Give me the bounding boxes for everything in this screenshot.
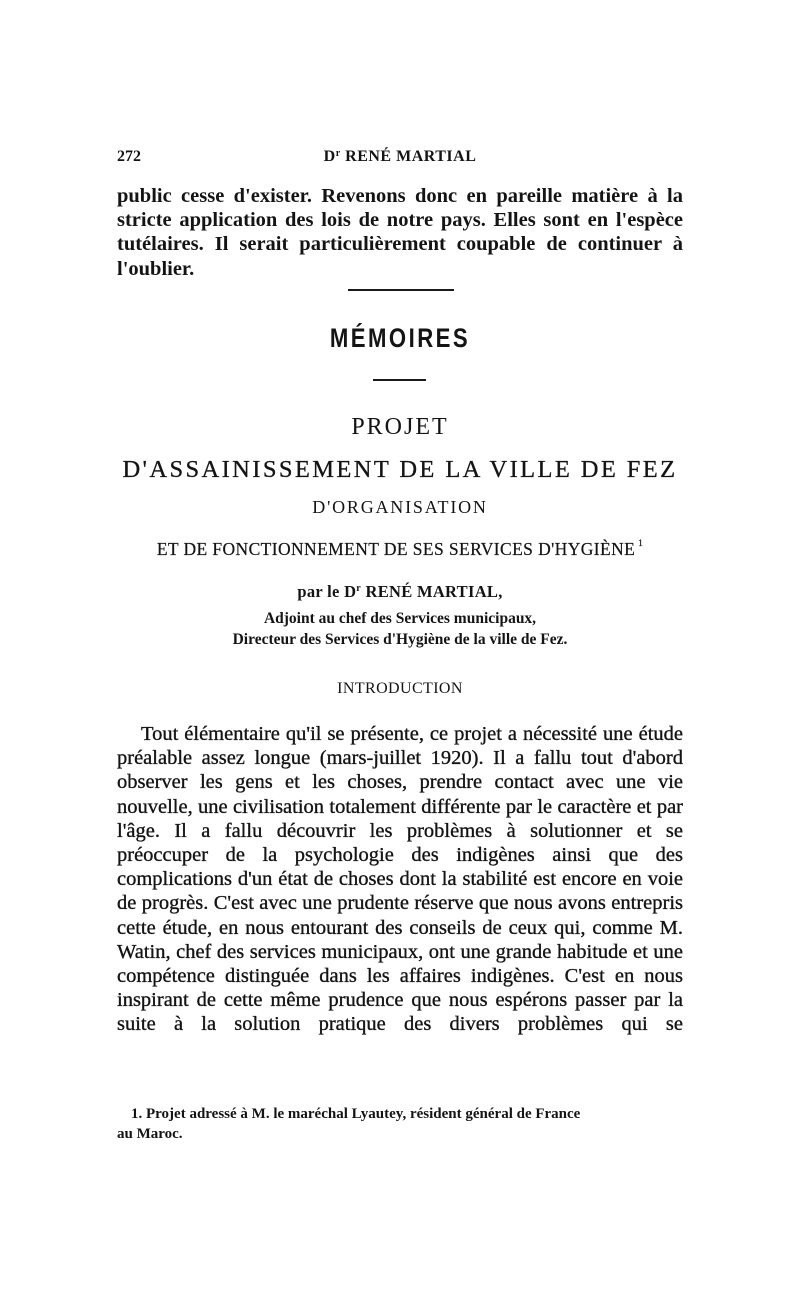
footnote-marker: 1. [131, 1106, 143, 1122]
byline-name: RENÉ MARTIAL, [365, 582, 503, 601]
footnote-text-continued: au Maroc. [117, 1126, 183, 1142]
subsection-heading: INTRODUCTION [337, 680, 463, 697]
document-page [117, 0, 683, 1304]
running-title-r: r [335, 148, 341, 159]
byline [117, 582, 683, 602]
running-title-name: RENÉ MARTIAL [345, 148, 477, 165]
footnote [117, 1104, 683, 1144]
author-affiliation-2: Directeur des Services d'Hygiène de la ville de Fez. [232, 631, 568, 648]
byline-prefix: par le [297, 582, 340, 601]
article-title-line-4-text: ET DE FONCTIONNEMENT DE SES SERVICES D'HYGIÈNE [156, 539, 636, 559]
article-title-line-4 [117, 538, 683, 560]
article-title-line-2: D'ASSAINISSEMENT DE LA VILLE DE FEZ [122, 456, 678, 483]
footnote-reference: 1 [638, 538, 644, 548]
introduction-paragraph: Tout élémentaire qu'il se présente, ce projet a nécessité une étude préalable assez longue (mars-juillet 1920). Il a fallu tout d'abord observer les gens et les choses, prendre contact avec une vie nouvelle, une civilisation totalement différente par le caractère et par l'âge. Il a fallu découvrir les problèmes à solutionner et se préoccuper de la psychologie des indigènes ainsi que des complications d'un état de choses dont la stabilité est encore en voie de progrès. C'est avec une prudente réserve que nous avons entrepris cette étude, en nous entourant des conseils de ceux qui, comme M. Watin, chef des services municipaux, ont une grande habitude et une compétence distinguée dans les affaires indigènes. C'est en nous inspirant de cette même prudence que nous espérons passer par la suite à la solution pratique des divers problèmes qui se [117, 723, 683, 1036]
byline-title-d: D [344, 582, 357, 601]
divider-rule [348, 289, 454, 291]
page-number: 272 [117, 148, 141, 165]
section-title: MÉMOIRES [329, 323, 471, 353]
running-title [117, 148, 683, 166]
running-title-prefix [324, 148, 341, 165]
byline-title-sup: r [356, 583, 362, 594]
divider-rule-short [373, 379, 426, 381]
article-title-line-3: D'ORGANISATION [312, 497, 488, 517]
author-affiliation-1: Adjoint au chef des Services municipaux, [263, 610, 537, 627]
byline-title [344, 582, 361, 601]
continued-paragraph: public cesse d'exister. Revenons donc en pareille matière à la stricte application des lois de notre pays. Elles sont en l'espèce tutélaires. Il serait particulièrement coupable de continuer à l'oublier. [117, 185, 683, 280]
running-title-d: D [323, 148, 336, 165]
footnote-text: Projet adressé à M. le maréchal Lyautey, résident général de France [146, 1106, 581, 1122]
running-header [117, 148, 683, 170]
article-title-line-1: PROJET [351, 414, 449, 440]
